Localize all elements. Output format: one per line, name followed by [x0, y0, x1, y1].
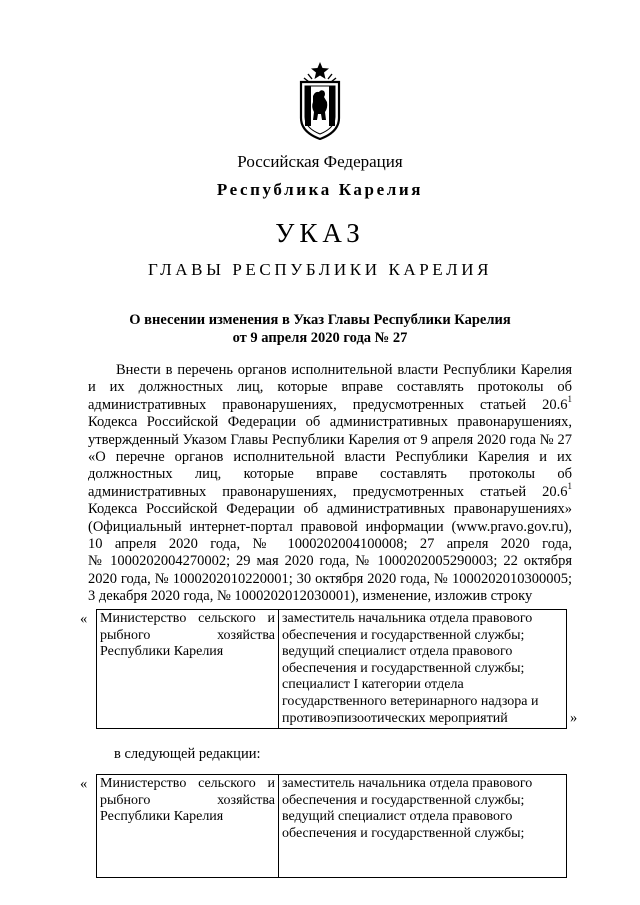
body-line: утвержденный Указом Главы Республики Карелия от 9 апреля 2020 года № 27 — [88, 431, 572, 448]
body-line: Кодекса Российской Федерации об административных правонарушениях, — [88, 414, 572, 431]
closing-quote: » — [570, 710, 578, 726]
document-title-line-1: О внесении изменения в Указ Главы Республики Карелия — [129, 312, 511, 328]
opening-quote: « — [80, 611, 88, 627]
document-type: УКАЗ — [275, 218, 365, 248]
body-line: 3 декабря 2020 года, № 1000202012030001), изменение, изложив строку — [88, 588, 533, 605]
body-line: 10 апреля 2020 года, № 1000202004100008; 27 апреля 2020 года, — [88, 535, 572, 552]
decree-body — [88, 362, 572, 605]
ministry-cell: Министерство сельского и рыбного хозяйства Республики Карелия — [97, 775, 279, 878]
body-line: 2020 года, № 1000202010220001; 30 октября 2020 года, № 1000202010300005; — [88, 570, 572, 587]
body-line: и их должностных лиц, которые вправе составлять протоколы об — [88, 379, 572, 396]
body-line: (Официальный интернет-портал правовой информации (www.pravo.gov.ru), — [88, 518, 572, 535]
table-row — [97, 610, 567, 729]
body-line: Кодекса Российской Федерации об административных правонарушениях» — [88, 501, 572, 518]
new-row-table — [96, 774, 567, 878]
body-line: «О перечне органов исполнительной власти Республики Карелия и их — [88, 448, 572, 465]
original-row-table — [96, 609, 567, 729]
superscript: 1 — [567, 480, 572, 491]
officials-cell: заместитель начальника отдела правового обеспечения и государственной службы; ведущий специалист отдела правового обеспечения и государственной службы; специалист I категории отдела государственного ветеринарного надзора и противоэпизоотических мероприятий — [279, 610, 567, 729]
republic-name: Республика Карелия — [216, 180, 424, 199]
superscript: 1 — [567, 393, 572, 404]
country-name: Российская Федерация — [237, 152, 403, 171]
body-line: административных правонарушениях, предусмотренных статьей 20.6$^1$ — [88, 393, 572, 413]
body-line: № 1000202004270002; 29 мая 2020 года, № 1000202005290003; 22 октября — [88, 553, 572, 570]
karelia-coat-of-arms-icon — [295, 62, 345, 140]
body-line: должностных лиц, которые вправе составлять протоколы об — [88, 466, 572, 483]
document-issuer: ГЛАВЫ РЕСПУБЛИКИ КАРЕЛИЯ — [147, 260, 493, 279]
opening-quote: « — [80, 776, 88, 792]
transition-text: в следующей редакции: — [114, 746, 261, 762]
document-title-line-2: от 9 апреля 2020 года № 27 — [232, 330, 408, 346]
table-row — [97, 775, 567, 878]
body-line: административных правонарушениях, предусмотренных статьей 20.6$^1$ — [88, 480, 572, 500]
ministry-cell: Министерство сельского и рыбного хозяйства Республики Карелия — [97, 610, 279, 729]
body-line: Внести в перечень органов исполнительной власти Республики Карелия — [116, 362, 572, 378]
officials-cell: заместитель начальника отдела правового обеспечения и государственной службы; ведущий специалист отдела правового обеспечения и государственной службы; — [279, 775, 567, 878]
new-row-table-wrapper — [96, 774, 569, 905]
